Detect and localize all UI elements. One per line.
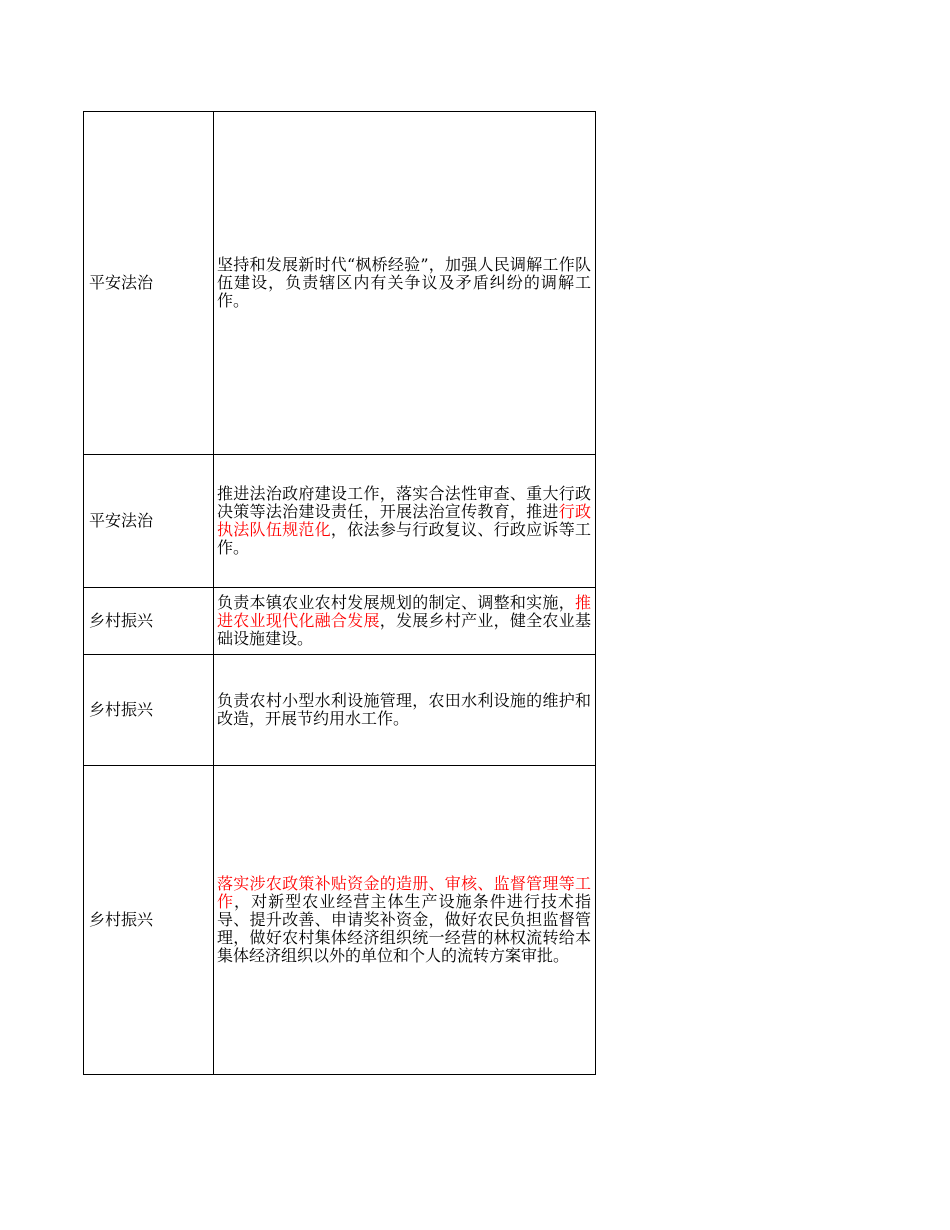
table-row (84, 655, 596, 766)
category-cell: 乡村振兴 (84, 655, 214, 766)
description-cell (214, 588, 596, 655)
description-cell (214, 655, 596, 766)
description-text: 推进法治政府建设工作，落实合法性审查、重大行政决策等法治建设责任，开展法治宣传教育，推进 (217, 484, 591, 521)
highlighted-text: 推进农业现代化融合发展 (217, 593, 591, 630)
category-cell: 乡村振兴 (84, 588, 214, 655)
description-text: 负责本镇农业农村发展规划的制定、调整和实施， (217, 593, 575, 612)
table-row (84, 455, 596, 588)
description-text: ，依法参与行政复议、行政应诉等工作。 (217, 520, 591, 557)
description-text: ，对新型农业经营主体生产设施条件进行技术指导、提升改善、申请奖补资金，做好农民负担监督管理，做好农村集体经济组织统一经营的林权流转给本集体经济组织以外的单位和个人的流转方案审批。 (217, 892, 591, 965)
description-text: 坚持和发展新时代“枫桥经验”，加强人民调解工作队伍建设，负责辖区内有关争议及矛盾纠纷的调解工作。 (217, 255, 591, 310)
category-cell: 平安法治 (84, 112, 214, 455)
table-row (84, 588, 596, 655)
description-cell (214, 112, 596, 455)
duty-table (83, 111, 596, 1075)
description-text: ，发展乡村产业，健全农业基础设施建设。 (217, 611, 591, 648)
highlighted-text: 行政执法队伍规范化 (217, 502, 591, 539)
table-row (84, 766, 596, 1075)
description-cell (214, 766, 596, 1075)
table-row (84, 112, 596, 455)
description-cell (214, 455, 596, 588)
category-cell: 平安法治 (84, 455, 214, 588)
category-cell: 乡村振兴 (84, 766, 214, 1075)
description-text: 负责农村小型水利设施管理，农田水利设施的维护和改造，开展节约用水工作。 (217, 691, 591, 728)
highlighted-text: 落实涉农政策补贴资金的造册、审核、监督管理等工作 (217, 874, 591, 911)
